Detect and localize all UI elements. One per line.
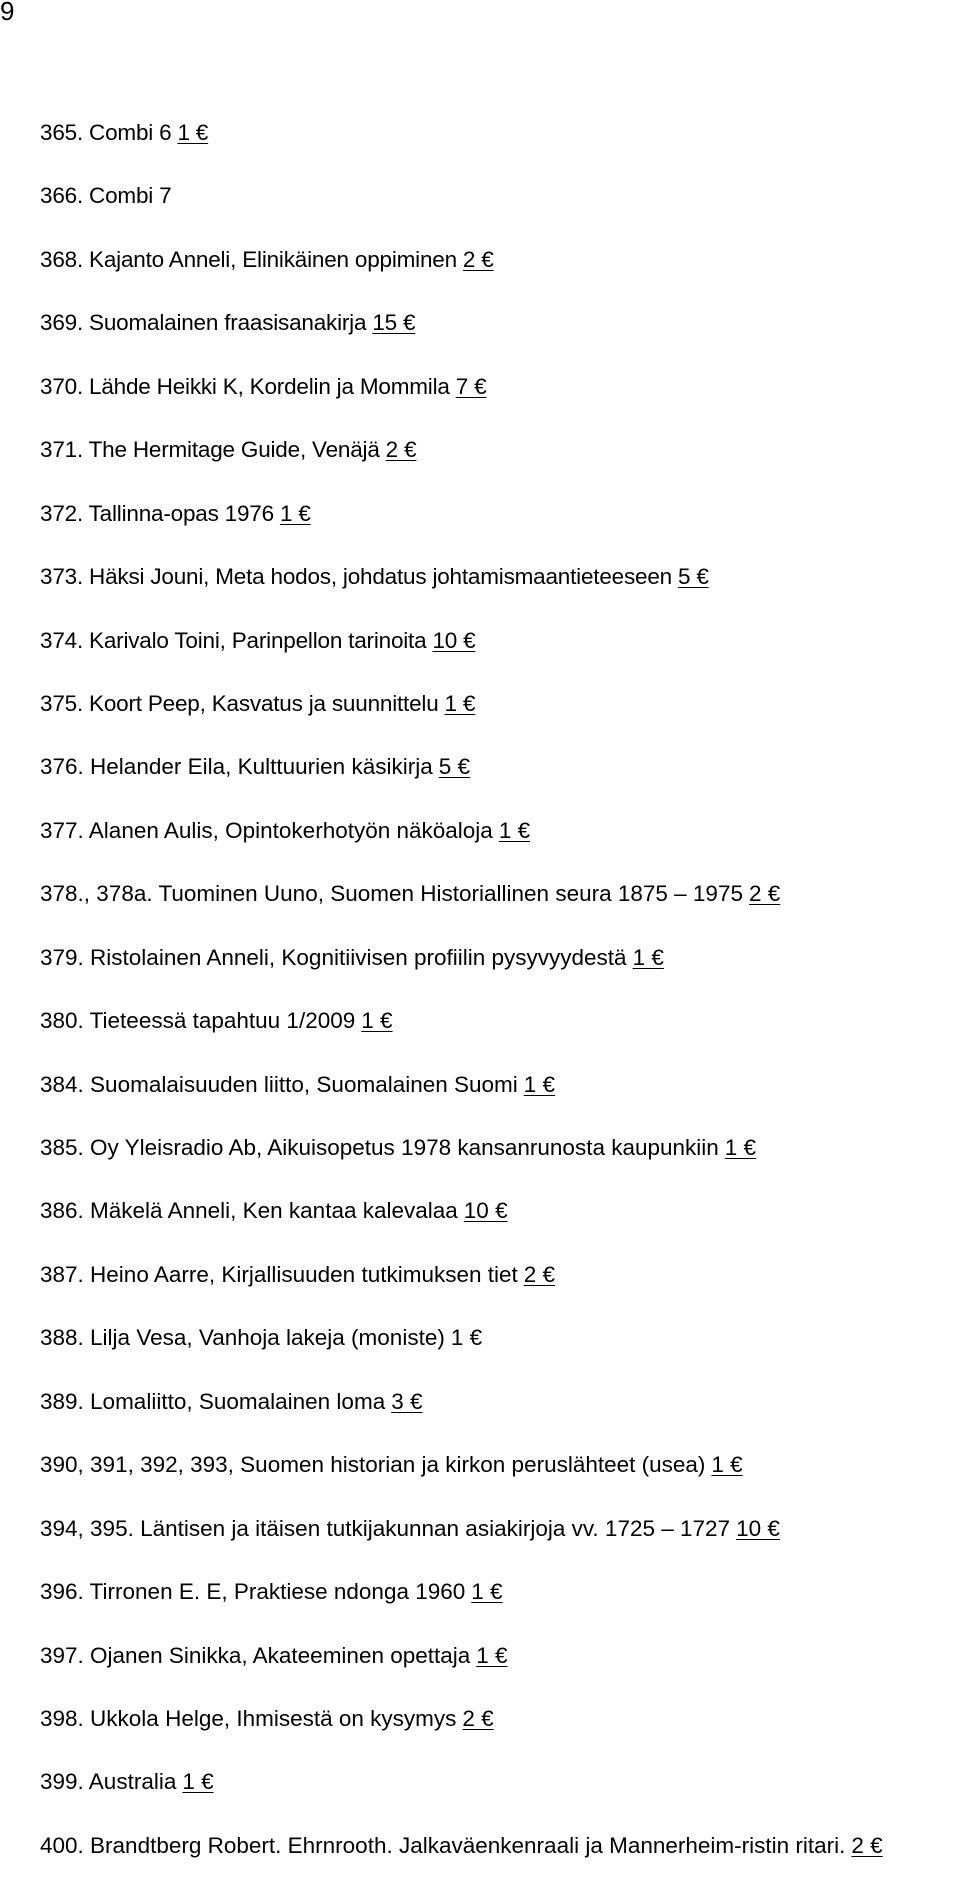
entry-price: 1 €: [279, 500, 311, 526]
entry-text: 400. Brandtberg Robert. Ehrnrooth. Jalkaväenkenraali ja Mannerheim-ristin ritari.: [40, 1832, 846, 1858]
list-item: [40, 879, 883, 942]
entry-text: 373. Häksi Jouni, Meta hodos, johdatus johtamismaantieteeseen: [40, 564, 672, 590]
entry-text: 366. Combi 7: [40, 183, 172, 209]
entry-price: 10 €: [736, 1515, 780, 1541]
list-item: [40, 118, 883, 181]
entry-text: 390, 391, 392, 393, Suomen historian ja kirkon peruslähteet (usea): [40, 1452, 706, 1478]
list-item: [40, 1767, 883, 1830]
entry-text: 385. Oy Yleisradio Ab, Aikuisopetus 1978 kansanrunosta kaupunkiin: [40, 1135, 719, 1160]
entry-price: 1 €: [523, 1071, 556, 1097]
entry-text: 368. Kajanto Anneli, Elinikäinen oppiminen: [40, 246, 457, 272]
list-item: [40, 689, 883, 752]
entry-price: 1 €: [498, 817, 531, 843]
entry-text: 396. Tirronen E. E, Praktiese ndonga 1960: [40, 1579, 466, 1605]
entry-text: 375. Koort Peep, Kasvatus ja suunnittelu: [40, 690, 439, 716]
entry-text: 387. Heino Aarre, Kirjallisuuden tutkimuksen tiet: [40, 1261, 518, 1287]
entry-text: 374. Karivalo Toini, Parinpellon tarinoita: [40, 627, 427, 653]
list-item: [40, 562, 883, 625]
list-item: [40, 181, 883, 244]
list-item: [40, 1387, 883, 1450]
entry-text: 386. Mäkelä Anneli, Ken kantaa kalevalaa: [40, 1198, 458, 1224]
entry-price: 1 €: [476, 1642, 508, 1668]
list-item: [40, 1133, 883, 1196]
entry-text: 378., 378a. Tuominen Uuno, Suomen Historiallinen seura 1875 – 1975: [40, 881, 743, 907]
list-item: [40, 1514, 883, 1577]
entry-price: 2 €: [523, 1261, 556, 1287]
entry-text: 376. Helander Eila, Kulttuurien käsikirja: [40, 754, 433, 780]
entry-price: 5 €: [677, 564, 709, 590]
entry-text: 399. Australia: [40, 1769, 177, 1795]
entry-price: 10 €: [463, 1198, 508, 1224]
list-item: [40, 1831, 883, 1894]
list-item: [40, 499, 883, 562]
entry-price: 1 €: [444, 690, 476, 716]
list-item: [40, 1196, 883, 1259]
entry-text: 365. Combi 6: [40, 120, 172, 145]
entry-price: 1 €: [361, 1008, 393, 1034]
list-item: [40, 1006, 883, 1069]
entry-text: 398. Ukkola Helge, Ihmisestä on kysymys: [40, 1705, 457, 1731]
list-item: [40, 308, 883, 371]
list-item: [40, 1260, 883, 1323]
entry-price: 7 €: [455, 373, 487, 399]
entry-price: 2 €: [385, 437, 417, 463]
entry-text: 394, 395. Läntisen ja itäisen tutkijakunnan asiakirjoja vv. 1725 – 1727: [40, 1515, 731, 1541]
entry-text: 384. Suomalaisuuden liitto, Suomalainen Suomi: [40, 1071, 518, 1097]
list-item: [40, 943, 883, 1006]
entry-price: 1 €: [182, 1769, 214, 1795]
entry-text: 369. Suomalainen fraasisanakirja: [40, 310, 367, 336]
list-item: [40, 626, 883, 689]
entry-price: 15 €: [372, 310, 416, 336]
entry-price: 2 €: [462, 246, 494, 272]
list-item: [40, 435, 883, 498]
entry-price: 1 €: [724, 1135, 757, 1160]
list-item: [40, 372, 883, 435]
entry-price: 5 €: [438, 754, 470, 780]
entry-price: 10 €: [432, 627, 476, 653]
entry-price: 1 €: [177, 120, 209, 145]
entry-text: 379. Ristolainen Anneli, Kognitiivisen profiilin pysyvyydestä: [40, 944, 627, 970]
entry-text: 371. The Hermitage Guide, Venäjä: [40, 437, 380, 463]
entry-text: 377. Alanen Aulis, Opintokerhotyön näköaloja: [40, 817, 493, 843]
entry-text: 380. Tieteessä tapahtuu 1/2009: [40, 1008, 356, 1034]
list-item: [40, 1641, 883, 1704]
list-item: [40, 1450, 883, 1513]
entry-text: 388. Lilja Vesa, Vanhoja lakeja (moniste): [40, 1325, 445, 1351]
list-item: [40, 1323, 883, 1386]
list-item: [40, 816, 883, 879]
entry-price: 1 €: [471, 1579, 503, 1605]
entry-price: 3 €: [391, 1388, 423, 1414]
entry-price: 1 €: [711, 1452, 743, 1478]
list-item: [40, 752, 883, 815]
list-item: [40, 245, 883, 308]
list-item: [40, 1704, 883, 1767]
page-number: 9: [0, 0, 15, 26]
catalog-list: [40, 118, 883, 1894]
entry-price: 2 €: [462, 1705, 494, 1731]
entry-text: 370. Lähde Heikki K, Kordelin ja Mommila: [40, 373, 450, 399]
entry-price: 1 €: [632, 944, 664, 970]
entry-price: 1 €: [450, 1325, 483, 1351]
entry-text: 397. Ojanen Sinikka, Akateeminen opettaja: [40, 1642, 471, 1668]
entry-price: 2 €: [851, 1832, 883, 1858]
entry-text: 389. Lomaliitto, Suomalainen loma: [40, 1388, 386, 1414]
list-item: [40, 1577, 883, 1640]
list-item: [40, 1070, 883, 1133]
entry-price: 2 €: [748, 881, 781, 907]
entry-text: 372. Tallinna-opas 1976: [40, 500, 274, 526]
